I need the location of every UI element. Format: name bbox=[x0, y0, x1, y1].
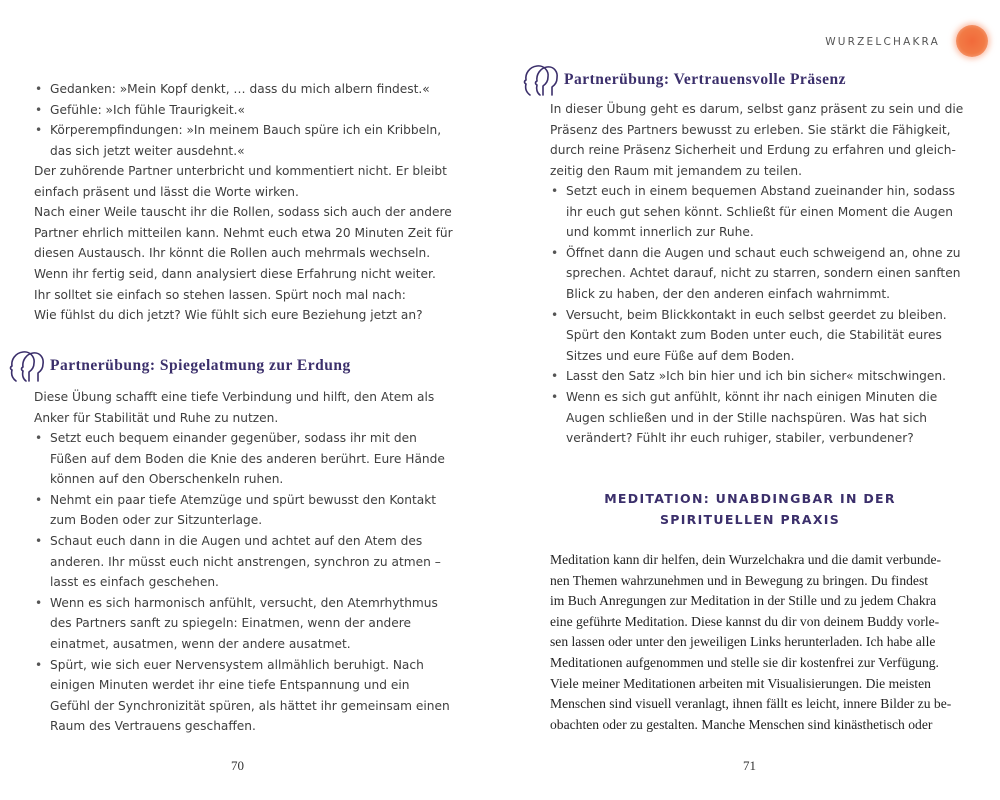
list-item: • Gefühle: »Ich fühle Traurigkeit.« bbox=[34, 100, 474, 121]
section-heading: MEDITATION: UNABDINGBAR IN DER SPIRITUELLEN PRAXIS bbox=[604, 491, 896, 527]
list-item: • Spürt, wie sich euer Nervensystem allmählich beruhigt. Nach einigen Minuten werdet ihr eine tiefe Entspannung und ein Gefühl der Synchronizität spüren, als hättet ihr gemeinsam einen Raum des Vertrauens geschaffen. bbox=[34, 655, 474, 737]
exercise-bullet-list bbox=[550, 181, 990, 449]
list-item: • Nehmt ein paar tiefe Atemzüge und spürt bewusst den Kontakt zum Boden oder zur Sitzunterlage. bbox=[34, 490, 474, 531]
body-paragraph: Der zuhörende Partner unterbricht und kommentiert nicht. Er bleibt einfach präsent und lässt die Worte wirken. Nach einer Weile tauscht ihr die Rollen, sodass sich auch der andere Partner ehrlich mitteilen kann. Nehmt euch etwa 20 Minuten Zeit für diesen Austausch. Ihr könnt die Rollen auch mehrmals wechseln. Wenn ihr fertig seid, dann analysiert diese Erfahrung nicht weiter. Ihr solltet sie einfach so stehen lassen. Spürt noch mal nach: Wie fühlst du dich jetzt? Wie fühlt sich eure Beziehung jetzt an? bbox=[34, 164, 453, 323]
page-number-left: 70 bbox=[231, 758, 244, 773]
exercise-title-spiegelatmung bbox=[6, 348, 351, 384]
exercise-heading: Partnerübung: Vertrauensvolle Präsenz bbox=[564, 71, 846, 88]
list-item: • Öffnet dann die Augen und schaut euch schweigend an, ohne zu sprechen. Achtet darauf, nicht zu starren, sondern einen sanften Blick zu haben, der den anderen einfach wahrnimmt. bbox=[550, 243, 990, 305]
list-item: • Setzt euch bequem einander gegenüber, sodass ihr mit den Füßen auf dem Boden die Knie des anderen berührt. Eure Hände können auf den Oberschenkeln ruhen. bbox=[34, 428, 474, 490]
list-item: • Wenn es sich harmonisch anfühlt, versucht, den Atemrhythmus des Partners sanft zu spiegeln: Einatmen, wenn der andere einatmet, ausatmen, wenn der andere ausatmet. bbox=[34, 593, 474, 655]
root-chakra-sun-icon bbox=[956, 25, 988, 57]
list-item: • Wenn es sich gut anfühlt, könnt ihr nach einigen Minuten die Augen schließen und in der Stille nachspüren. Was hat sich verändert? Fühlt ihr euch ruhiger, stabiler, verbundener? bbox=[550, 387, 990, 449]
list-item: • Schaut euch dann in die Augen und achtet auf den Atem des anderen. Ihr müsst euch nicht anstrengen, synchron zu atmen – lasst es einfach geschehen. bbox=[34, 531, 474, 593]
exercise-intro: Diese Übung schafft eine tiefe Verbindung und hilft, den Atem als Anker für Stabilität und Ruhe zu nutzen. bbox=[34, 390, 435, 425]
list-item: • Gedanken: »Mein Kopf denkt, … dass du mich albern findest.« bbox=[34, 79, 474, 100]
right-page bbox=[500, 0, 1000, 800]
exercise-intro: In dieser Übung geht es darum, selbst ganz präsent zu sein und die Präsenz des Partners bewusst zu erleben. Sie stärkt die Fähigkeit, durch reine Präsenz Sicherheit und Erdung zu erfahren und gleich- zeitig den Raum mit jemandem zu teilen. bbox=[550, 102, 964, 178]
two-heads-profile-icon bbox=[520, 62, 560, 98]
running-head: WURZELCHAKRA bbox=[825, 36, 940, 48]
exercise-heading: Partnerübung: Spiegelatmung zur Erdung bbox=[50, 357, 351, 374]
two-heads-profile-icon bbox=[6, 348, 46, 384]
list-item: • Versucht, beim Blickkontakt in euch selbst geerdet zu bleiben. Spürt den Kontakt zum Boden unter euch, die Stabilität eures Sitzes und eure Füße auf dem Boden. bbox=[550, 305, 990, 367]
list-item: • Lasst den Satz »Ich bin hier und ich bin sicher« mitschwingen. bbox=[550, 366, 990, 387]
exercise-title-praesenz bbox=[520, 62, 846, 98]
exercise-bullet-list bbox=[34, 428, 474, 737]
page-number-right: 71 bbox=[743, 758, 756, 773]
list-item: • Setzt euch in einem bequemen Abstand zueinander hin, sodass ihr euch gut sehen könnt. Schließt für einen Moment die Augen und kommt innerlich zur Ruhe. bbox=[550, 181, 990, 243]
list-item: • Körperempfindungen: »In meinem Bauch spüre ich ein Kribbeln, das sich jetzt weiter ausdehnt.« bbox=[34, 120, 474, 161]
intro-bullet-list bbox=[34, 79, 474, 161]
body-paragraph: Meditation kann dir helfen, dein Wurzelchakra und die damit verbunde- nen Themen wahrzunehmen und in Bewegung zu bringen. Du findest im Buch Anregungen zur Meditation in der Stille und zu jedem Chakra eine geführte Meditation. Diese kannst du dir von deinem Buddy vorle- sen lassen oder unter den jeweiligen Links herunterladen. Ich habe alle Meditationen aufgenommen und stelle sie dir kostenfrei zur Verfügung. Viele meiner Meditationen arbeiten mit Visualisierungen. Die meisten Menschen sind visuell veranlagt, ihnen fällt es leicht, innere Bilder zu be- obachten oder zu gestalten. Manche Menschen sind kinästhetisch oder bbox=[550, 552, 952, 732]
